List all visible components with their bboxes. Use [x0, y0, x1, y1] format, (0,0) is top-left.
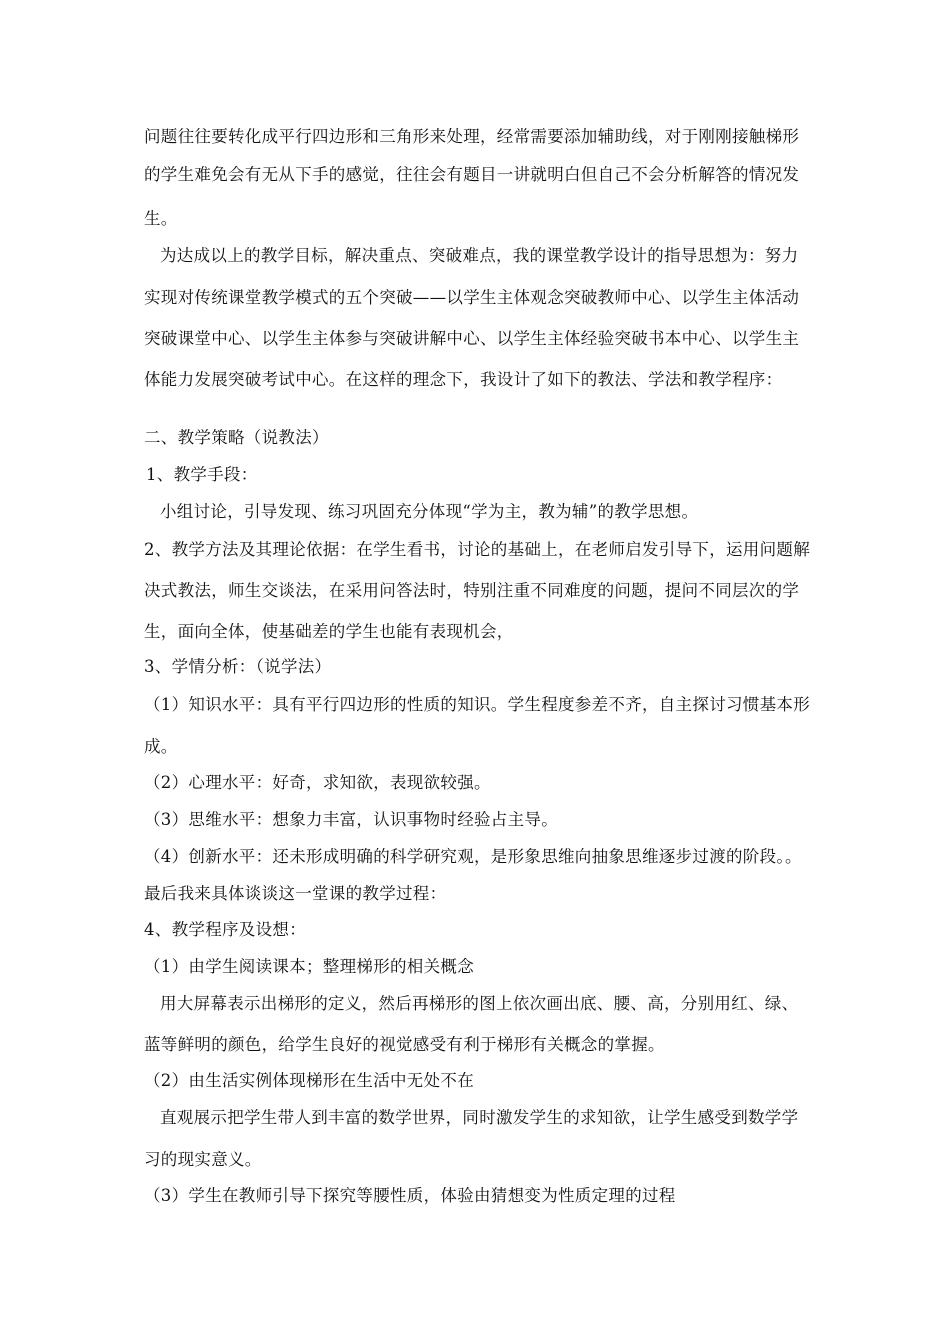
paragraph-line: 生。 [144, 209, 178, 228]
paragraph-line: （1）知识水平：具有平行四边形的性质的知识。学生程度参差不齐，自主探讨习惯基本形 [144, 695, 810, 714]
paragraph-line: 问题往往要转化成平行四边形和三角形来处理，经常需要添加辅助线，对于刚刚接触梯形 [144, 127, 800, 146]
paragraph-line: 生，面向全体，使基础差的学生也能有表现机会， [144, 622, 514, 641]
subsection-heading: 3、学情分析：（说学法） [144, 657, 332, 676]
paragraph-line: （3）学生在教师引导下探究等腰性质，体验由猜想变为性质定理的过程 [144, 1186, 676, 1205]
paragraph-line: （1）由学生阅读课本；整理梯形的相关概念 [144, 957, 474, 976]
paragraph-line: 成。 [144, 737, 178, 756]
paragraph-line: 实现对传统课堂教学模式的五个突破——以学生主体观念突破教师中心、以学生主体活动 [144, 288, 800, 307]
paragraph-line: 体能力发展突破考试中心。在这样的理念下，我设计了如下的教法、学法和教学程序： [144, 370, 783, 389]
paragraph-line: 最后我来具体谈谈这一堂课的教学过程： [144, 884, 447, 903]
subsection-heading: 1、教学手段： [146, 465, 258, 484]
paragraph-line: 突破课堂中心、以学生主体参与突破讲解中心、以学生主体经验突破书本中心、以学生主 [144, 329, 800, 348]
paragraph-line: 直观展示把学生带人到丰富的数学世界，同时激发学生的求知欲，让学生感受到数学学 [160, 1108, 799, 1127]
paragraph-line: 决式教法，师生交谈法，在采用问答法时，特别注重不同难度的问题，提问不同层次的学 [144, 581, 800, 600]
paragraph-line: （2）心理水平：好奇，求知欲，表现欲较强。 [144, 773, 491, 792]
paragraph-line: （2）由生活实例体现梯形在生活中无处不在 [144, 1071, 474, 1090]
paragraph-line: （3）思维水平：想象力丰富，认识事物时经验占主导。 [144, 810, 558, 829]
paragraph-line: （4）创新水平：还未形成明确的科学研究观，是形象思维向抽象思维逐步过渡的阶段。。 [144, 847, 802, 866]
paragraph-line: 为达成以上的教学目标，解决重点、突破难点，我的课堂教学设计的指导思想为：努力 [160, 246, 799, 265]
paragraph-line: 2、教学方法及其理论依据：在学生看书，讨论的基础上，在老师启发引导下，运用问题解 [144, 540, 810, 559]
paragraph-line: 小组讨论，引导发现、练习巩固充分体现“学为主，教为辅”的教学思想。 [160, 502, 699, 521]
paragraph-line: 习的现实意义。 [144, 1150, 262, 1169]
paragraph-line: 用大屏幕表示出梯形的定义，然后再梯形的图上依次画出底、腰、高，分别用红、绿、 [160, 994, 799, 1013]
section-heading: 二、教学策略（说教法） [144, 428, 329, 447]
paragraph-line: 蓝等鲜明的颜色，给学生良好的视觉感受有利于梯形有关概念的掌握。 [144, 1035, 665, 1054]
subsection-heading: 4、教学程序及设想： [144, 920, 306, 939]
paragraph-line: 的学生难免会有无从下手的感觉，往往会有题目一讲就明白但自己不会分析解答的情况发 [144, 165, 800, 184]
